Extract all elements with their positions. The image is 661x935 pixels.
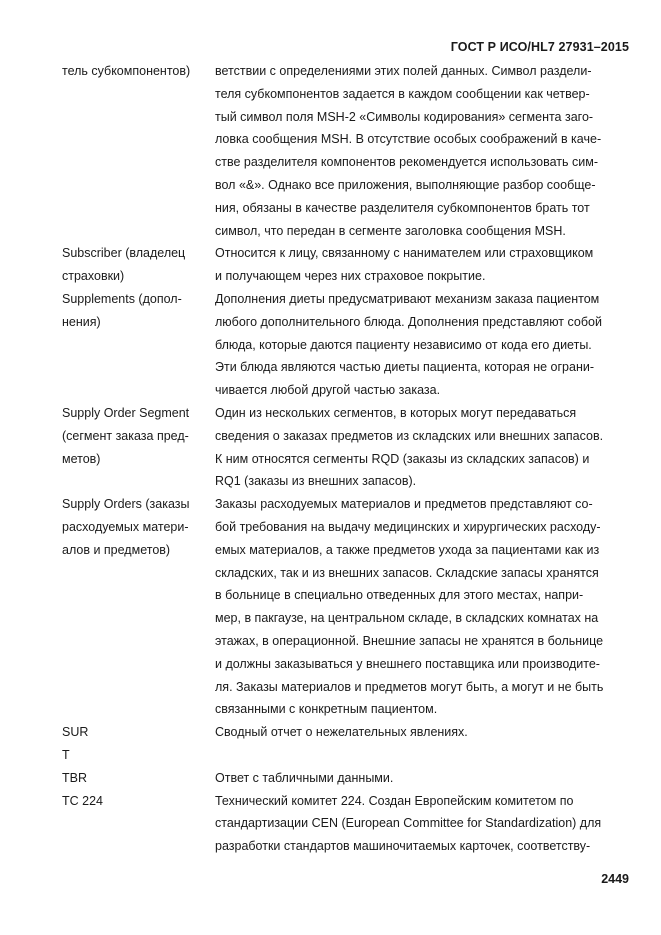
definition-line: вол «&». Однако все приложения, выполняющие разбор сообще- (215, 177, 596, 192)
page-number: 2449 (601, 872, 629, 886)
document-header: ГОСТ Р ИСО/HL7 27931–2015 (450, 40, 629, 54)
term-line: нения) (62, 314, 101, 329)
glossary-entry (62, 60, 632, 242)
definition-line: Один из нескольких сегментов, в которых могут передаваться (215, 405, 577, 420)
definition-line: ловка сообщения MSH. В отсутствие особых соображений в каче- (215, 132, 602, 147)
definition-line: в больнице в специально отведенных для этого местах, напри- (215, 588, 584, 603)
definition-line: любого дополнительного блюда. Дополнения представляют собой (215, 314, 602, 329)
term-line: алов и предметов) (62, 542, 171, 557)
definition-line: блюда, которые даются пациенту независимо от кода его диеты. (215, 337, 592, 352)
definition-line: разработки стандартов машиночитаемых карточек, соответству- (215, 839, 591, 854)
glossary-term (62, 767, 215, 790)
glossary-entry (62, 402, 632, 493)
glossary-entries (62, 60, 632, 858)
glossary-definition (215, 767, 632, 790)
glossary-entry (62, 721, 632, 744)
term-line: (сегмент заказа пред- (62, 428, 189, 443)
definition-line: Технический комитет 224. Создан Европейским комитетом по (215, 793, 574, 808)
definition-line: складских, так и из внешних запасов. Складские запасы хранятся (215, 565, 599, 580)
term-line: Subscriber (владелец (62, 246, 186, 261)
glossary-definition (215, 744, 632, 767)
definition-line: Эти блюда являются частью диеты пациента, которая не ограни- (215, 360, 594, 375)
definition-line: Заказы расходуемых материалов и предметов представляют со- (215, 497, 593, 512)
definition-line: бой требования на выдачу медицинских и хирургических расходу- (215, 519, 601, 534)
term-line: SUR (62, 725, 89, 740)
term-line: T (62, 747, 70, 762)
definition-line: этажах, в операционной. Внешние запасы не хранятся в больнице (215, 633, 604, 648)
definition-line: Относится к лицу, связанному с нанимателем или страховщиком (215, 246, 594, 261)
glossary-term (62, 60, 215, 242)
definition-line: теля субкомпонентов задается в каждом сообщении как четвер- (215, 86, 590, 101)
definition-line: связанными с конкретным пациентом. (215, 702, 438, 717)
definition-line: стандартизации CEN (European Committee for Standardization) для (215, 816, 602, 831)
glossary-definition (215, 288, 632, 402)
glossary-entry (62, 744, 632, 767)
glossary-entry (62, 493, 632, 721)
term-line: TC 224 (62, 793, 103, 808)
definition-line: емых материалов, а также предметов ухода за пациентами как из (215, 542, 600, 557)
glossary-definition (215, 790, 632, 858)
glossary-definition (215, 493, 632, 721)
glossary-term (62, 288, 215, 402)
definition-line: К ним относятся сегменты RQD (заказы из складских запасов) и (215, 451, 590, 466)
glossary-entry (62, 790, 632, 858)
glossary-term (62, 790, 215, 858)
definition-line: Ответ с табличными данными. (215, 770, 394, 785)
term-line: тель субкомпонентов) (62, 64, 191, 78)
term-line: Supplements (допол- (62, 291, 182, 306)
definition-line: Сводный отчет о нежелательных явлениях. (215, 725, 468, 740)
definition-line: RQ1 (заказы из внешних запасов). (215, 474, 417, 489)
glossary-term (62, 744, 215, 767)
glossary-entry (62, 288, 632, 402)
definition-line: ля. Заказы материалов и предметов могут быть, а могут и не быть (215, 679, 604, 694)
glossary-definition (215, 60, 632, 242)
term-line: страховки) (62, 269, 125, 284)
glossary-entry (62, 242, 632, 288)
glossary-term (62, 242, 215, 288)
glossary-definition (215, 242, 632, 288)
term-line: Supply Order Segment (62, 405, 190, 420)
definition-line: тый символ поля MSH-2 «Символы кодирования» сегмента заго- (215, 109, 594, 124)
definition-line: стве разделителя компонентов рекомендуется использовать сим- (215, 155, 599, 170)
glossary-entry (62, 767, 632, 790)
definition-line: ветствии с определениями этих полей данных. Символ раздели- (215, 64, 592, 78)
definition-line: и получающем через них страховое покрытие. (215, 269, 486, 284)
glossary-definition (215, 721, 632, 744)
definition-line: сведения о заказах предметов из складских или внешних запасов. (215, 428, 604, 443)
definition-line: и должны заказываться у внешнего поставщика или производите- (215, 656, 600, 671)
definition-line: мер, в пакгаузе, на центральном складе, в складских комнатах на (215, 611, 599, 626)
term-line: TBR (62, 770, 87, 785)
term-line: расходуемых матери- (62, 519, 189, 534)
glossary-term (62, 402, 215, 493)
definition-line: ния, обязаны в качестве разделителя субкомпонентов брать тот (215, 200, 590, 215)
glossary-term (62, 493, 215, 721)
term-line: метов) (62, 451, 101, 466)
term-line: Supply Orders (заказы (62, 497, 190, 512)
glossary-term (62, 721, 215, 744)
glossary-definition (215, 402, 632, 493)
definition-line: символ, что передан в сегменте заголовка сообщения MSH. (215, 223, 566, 238)
definition-line: чивается любой другой частью заказа. (215, 383, 441, 398)
definition-line: Дополнения диеты предусматривают механизм заказа пациентом (215, 291, 600, 306)
